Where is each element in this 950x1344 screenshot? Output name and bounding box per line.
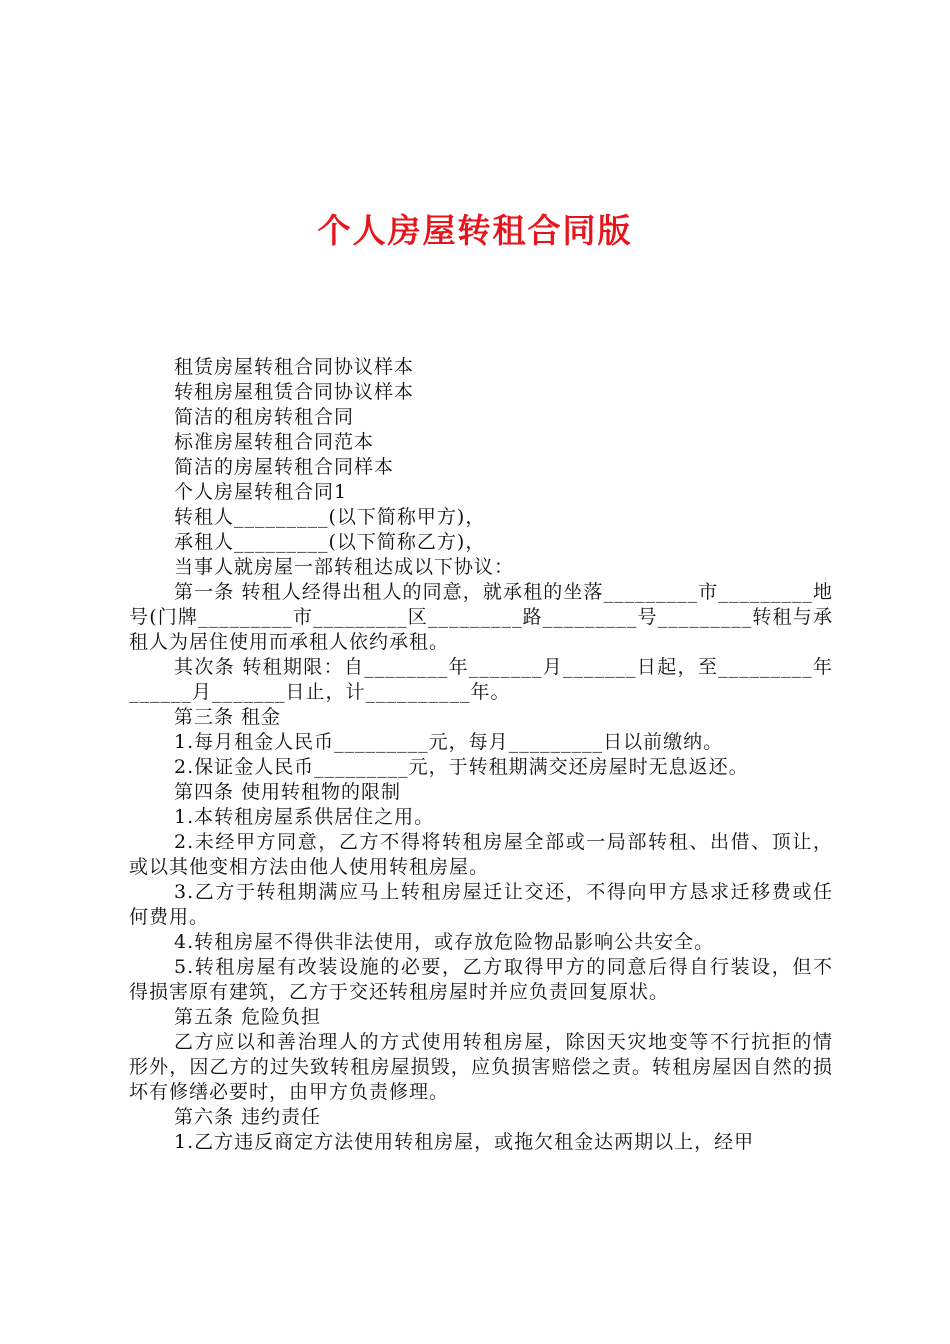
- paragraph: 4.转租房屋不得供非法使用，或存放危险物品影响公共安全。: [174, 931, 715, 953]
- paragraph: 标准房屋转租合同范本: [174, 431, 375, 453]
- article-heading: 第四条 使用转租物的限制: [174, 781, 402, 803]
- paragraph: 5.转租房屋有改装设施的必要，乙方取得甲方的同意后得自行装设，但不得损害原有建筑，乙方于交还转租房屋时并应负责回复原状。: [129, 956, 833, 1003]
- paragraph: 当事人就房屋一部转租达成以下协议：: [174, 556, 515, 578]
- paragraph: 1.每月租金人民币_________元，每月_________日以前缴纳。: [174, 731, 724, 753]
- paragraph: 简洁的房屋转租合同样本: [174, 456, 395, 478]
- document-title: 个人房屋转租合同版: [317, 211, 633, 250]
- paragraph: 2.未经甲方同意，乙方不得将转租房屋全部或一局部转租、出借、顶让，或以其他变相方法由他人使用转租房屋。: [129, 831, 833, 878]
- article-heading: 第六条 违约责任: [174, 1106, 322, 1128]
- article-heading: 第五条 危险负担: [174, 1006, 322, 1028]
- paragraph: 转租人_________(以下简称甲方)，: [174, 506, 486, 528]
- paragraph: 简洁的租房转租合同: [174, 406, 355, 428]
- document-body: [129, 355, 833, 1155]
- paragraph: 1.乙方违反商定方法使用转租房屋，或拖欠租金达两期以上，经甲: [174, 1131, 755, 1153]
- article-heading: 第三条 租金: [174, 706, 282, 728]
- paragraph: 乙方应以和善治理人的方式使用转租房屋，除因天灾地变等不行抗拒的情形外，因乙方的过失致转租房屋损毁，应负损害赔偿之责。转租房屋因自然的损坏有修缮必要时，由甲方负责修理。: [129, 1031, 833, 1103]
- paragraph: 承租人_________(以下简称乙方)，: [174, 531, 486, 553]
- article-1-paragraph: 第一条 转租人经得出租人的同意，就承租的坐落_________市_________地号(门牌_________市_________区_________路_________号_________转租与承租人为居住使用而承租人依约承租。: [129, 581, 833, 653]
- paragraph: 2.保证金人民币_________元，于转租期满交还房屋时无息返还。: [174, 756, 749, 778]
- paragraph: 个人房屋转租合同1: [174, 481, 348, 503]
- paragraph: 1.本转租房屋系供居住之用。: [174, 806, 435, 828]
- paragraph: 3.乙方于转租期满应马上转租房屋迁让交还，不得向甲方恳求迁移费或任何费用。: [129, 881, 833, 928]
- article-2-paragraph: 其次条 转租期限：自________年_______月_______日起，至_________年______月_______日止，计__________年。: [129, 656, 833, 703]
- paragraph: 租赁房屋转租合同协议样本: [174, 356, 415, 378]
- paragraph: 转租房屋租赁合同协议样本: [174, 381, 415, 403]
